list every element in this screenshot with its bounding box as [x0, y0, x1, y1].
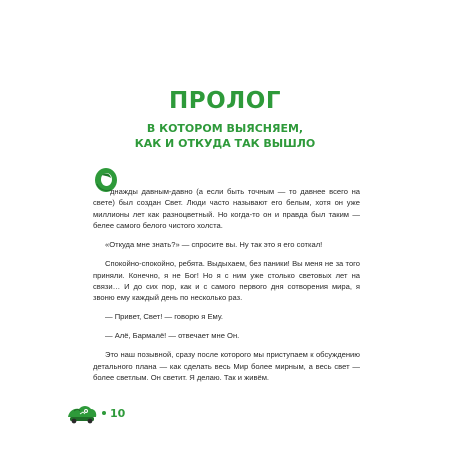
- body-text: [93, 186, 360, 391]
- paragraph: [93, 186, 360, 232]
- footer-bullet: [102, 411, 106, 415]
- paragraph: «Откуда мне знать?» — спросите вы. Ну так это я его соткал!: [105, 240, 323, 250]
- footer-illustration-icon: [66, 402, 98, 424]
- chapter-subtitle-line-2: КАК И ОТКУДА ТАК ВЫШЛО: [134, 137, 316, 150]
- page-number: 10: [110, 406, 126, 420]
- paragraph: Спокойно-спокойно, ребята. Выдыхаем, без паники! Вы меня не за того приняли. Конечно, я не Бог! Но я с ним уже столько световых лет на связи… И до сих пор, как и с самого первого дня сотворения мира, я звоню ему каждый день по несколько раз.: [93, 259, 360, 303]
- paragraph-text: днажды давным-давно (а если быть точным — то давнее всего на свете) был создан Свет. Люди часто называют его белым, хотя он уже миллионы лет как разноцветный. Но когда-то он и правда был таким — белее самого белого чистого холста.: [93, 187, 360, 231]
- chapter-subtitle-line-1: В КОТОРОМ ВЫЯСНЯЕМ,: [146, 122, 304, 135]
- paragraph: Это наш позывной, сразу после которого мы приступаем к обсуждению детального плана — как сделать весь Мир более мирным, а весь свет — более светлым. Он светит. Я делаю. Так и живём.: [93, 350, 360, 383]
- chapter-title: ПРОЛОГ: [169, 88, 281, 114]
- page-footer: [66, 402, 125, 424]
- paragraph: — Привет, Свет! — говорю я Ему.: [105, 312, 223, 322]
- paragraph: — Алё, Бармалё! — отвечает мне Он.: [105, 331, 240, 341]
- chapter-subtitle: [0, 121, 450, 151]
